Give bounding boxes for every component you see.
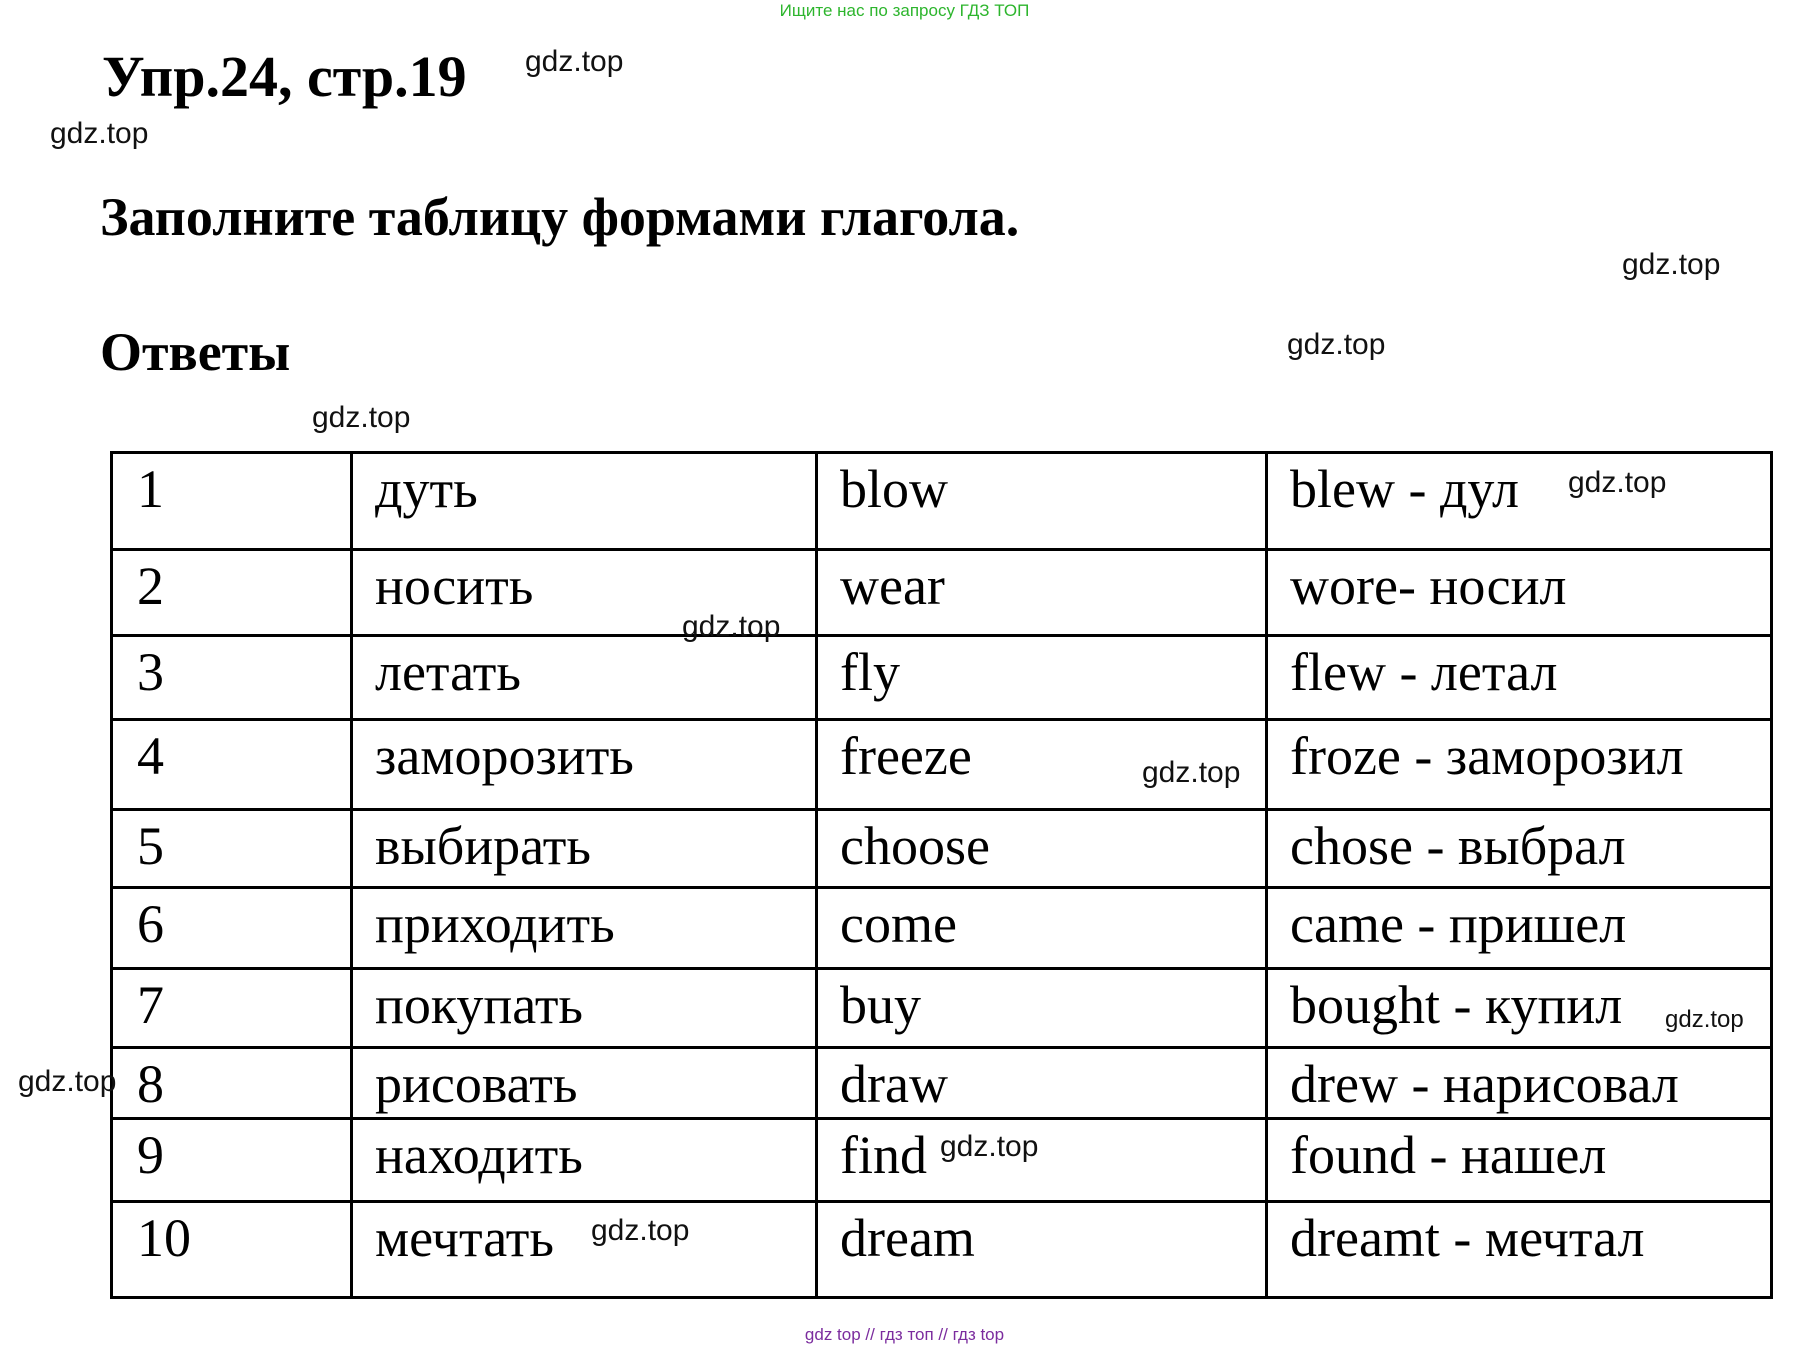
table-row [112,720,1772,810]
russian-verb: находить [352,1119,817,1202]
russian-verb: носить [352,550,817,636]
table-row [112,636,1772,720]
task-text: Заполните таблицу формами глагола. [100,187,1020,247]
russian-verb: выбирать [352,810,817,888]
watermark: gdz.top [940,1130,1039,1163]
watermark: gdz.top [50,117,149,150]
past-form: found - нашел [1267,1119,1772,1202]
table-row [112,810,1772,888]
russian-verb: рисовать [352,1048,817,1119]
row-number: 10 [112,1202,352,1298]
english-verb: blow [817,453,1267,550]
top-banner: Ищите нас по запросу ГДЗ ТОП [779,1,1030,20]
russian-verb: приходить [352,888,817,969]
past-form: came - пришел [1267,888,1772,969]
past-form: blew - дул [1267,453,1772,550]
watermark: gdz.top [682,610,781,643]
row-number: 2 [112,550,352,636]
table-row [112,888,1772,969]
row-number: 7 [112,969,352,1048]
past-form: flew - летал [1267,636,1772,720]
russian-verb: летать [352,636,817,720]
russian-verb: заморозить [352,720,817,810]
english-verb: freeze [817,720,1267,810]
table-row [112,453,1772,550]
row-number: 6 [112,888,352,969]
watermark: gdz.top [591,1214,690,1247]
past-form: chose - выбрал [1267,810,1772,888]
row-number: 1 [112,453,352,550]
english-verb: come [817,888,1267,969]
verb-forms-table [110,451,1773,1299]
english-verb: fly [817,636,1267,720]
table-row [112,1048,1772,1119]
watermark: gdz.top [1142,756,1241,789]
row-number: 9 [112,1119,352,1202]
table-row [112,969,1772,1048]
russian-verb: дуть [352,453,817,550]
russian-verb: покупать [352,969,817,1048]
watermark: gdz.top [525,45,624,78]
watermark: gdz.top [1665,1006,1744,1033]
table-row [112,1202,1772,1298]
exercise-title: Упр.24, стр.19 [102,44,467,109]
watermark: gdz.top [312,401,411,434]
row-number: 4 [112,720,352,810]
past-form: bought - купил [1267,969,1772,1048]
past-form: wore- носил [1267,550,1772,636]
watermark: gdz.top [18,1065,117,1098]
english-verb: draw [817,1048,1267,1119]
english-verb: choose [817,810,1267,888]
row-number: 5 [112,810,352,888]
answers-heading: Ответы [100,322,291,382]
english-verb: buy [817,969,1267,1048]
watermark: gdz.top [1622,248,1721,281]
english-verb: dream [817,1202,1267,1298]
row-number: 3 [112,636,352,720]
english-verb: find [817,1119,1267,1202]
russian-verb: мечтать [352,1202,817,1298]
past-form: dreamt - мечтал [1267,1202,1772,1298]
table-row [112,550,1772,636]
watermark: gdz.top [1568,466,1667,499]
past-form: drew - нарисовал [1267,1048,1772,1119]
past-form: froze - заморозил [1267,720,1772,810]
watermark: gdz.top [1287,328,1386,361]
row-number: 8 [112,1048,352,1119]
bottom-banner: gdz top // гдз топ // гдз top [804,1325,1005,1344]
english-verb: wear [817,550,1267,636]
